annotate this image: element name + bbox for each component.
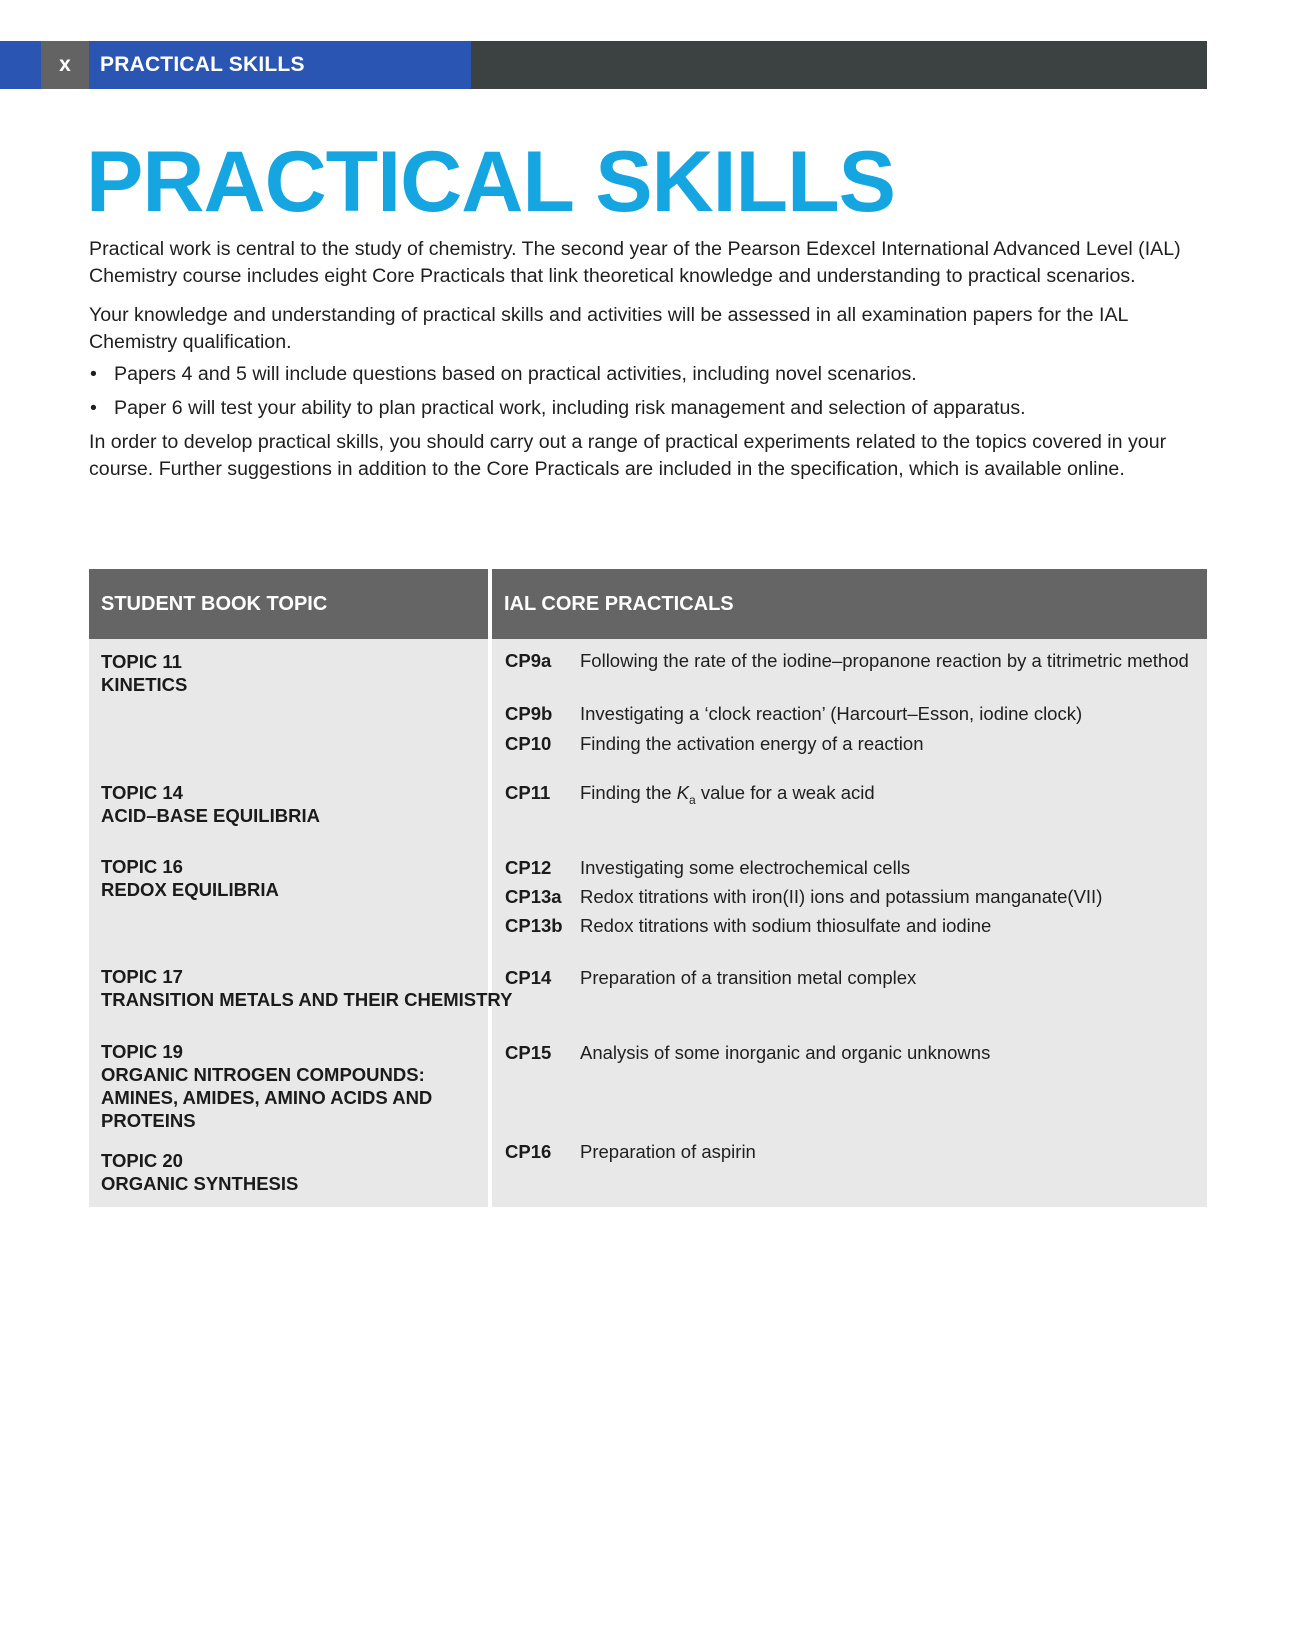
- practical-row: [505, 856, 1195, 879]
- practical-code: CP13b: [505, 915, 563, 936]
- topic-name: ORGANIC NITROGEN COMPOUNDS: AMINES, AMIDES, AMINO ACIDS AND PROTEINS: [101, 1064, 433, 1131]
- practical-code: CP16: [505, 1141, 552, 1162]
- practical-description: Following the rate of the iodine–propanone reaction by a titrimetric method: [580, 650, 1189, 671]
- running-header: [0, 41, 1207, 89]
- intro-paragraph-3: In order to develop practical skills, you should carry out a range of practical experiments related to the topics covered in your course. Further suggestions in addition to the Core Practicals are included in the specification, which is available online.: [89, 431, 1167, 480]
- practical-description: Finding the activation energy of a reaction: [580, 733, 924, 754]
- practical-description: Investigating some electrochemical cells: [580, 857, 911, 878]
- header-blue-tab: [0, 41, 41, 89]
- bullet-text: Papers 4 and 5 will include questions based on practical activities, including novel scenarios.: [114, 363, 917, 385]
- intro-paragraph-2: Your knowledge and understanding of practical skills and activities will be assessed in all examination papers for the IAL Chemistry qualification.: [89, 304, 1128, 353]
- ka-variable: K: [676, 782, 690, 803]
- bullet-item: [89, 361, 1215, 388]
- practical-description: Preparation of aspirin: [580, 1141, 756, 1162]
- bullet-dot-icon: •: [90, 397, 97, 419]
- paper-bullet-list: [89, 361, 1215, 422]
- practical-description: Redox titrations with iron(II) ions and potassium manganate(VII): [580, 886, 1103, 907]
- intro-paragraph-1: Practical work is central to the study of chemistry. The second year of the Pearson Edexcel International Advanced Level (IAL) Chemistry course includes eight Core Practicals that link theoretical knowledge and understanding to practical scenarios.: [89, 238, 1181, 287]
- ka-subscript: a: [689, 793, 696, 807]
- topic-number: TOPIC 17: [101, 966, 183, 987]
- topic-number: TOPIC 11: [101, 651, 182, 672]
- practical-code: CP11: [505, 782, 551, 803]
- topic-number: TOPIC 14: [101, 782, 183, 803]
- practical-row: [505, 781, 1195, 812]
- practical-description: Preparation of a transition metal complex: [580, 967, 917, 988]
- practical-row: [505, 885, 1195, 908]
- topic-cell: [101, 1040, 481, 1132]
- practical-code: CP14: [505, 967, 552, 988]
- practical-row: [505, 649, 1195, 672]
- bullet-item: [89, 395, 1215, 422]
- topic-number: TOPIC 19: [101, 1041, 183, 1062]
- bullet-dot-icon: •: [90, 363, 97, 385]
- topic-name: REDOX EQUILIBRIA: [101, 879, 279, 900]
- practical-row: [505, 702, 1195, 725]
- intro-text: [89, 236, 1215, 495]
- practical-description: Analysis of some inorganic and organic unknowns: [580, 1042, 991, 1063]
- topic-cell: [101, 855, 279, 901]
- topic-cell: [101, 781, 320, 827]
- practical-code: CP15: [505, 1042, 552, 1063]
- description-text: Finding the: [580, 782, 677, 803]
- topic-name: TRANSITION METALS AND THEIR CHEMISTRY: [101, 989, 513, 1010]
- practical-description: Investigating a ‘clock reaction’ (Harcourt–Esson, iodine clock): [580, 703, 1083, 724]
- practical-description: Redox titrations with sodium thiosulfate and iodine: [580, 915, 992, 936]
- page-number: x: [41, 41, 89, 89]
- topic-name: ORGANIC SYNTHESIS: [101, 1173, 299, 1194]
- practical-description: [580, 781, 1195, 812]
- practical-code: CP9b: [505, 703, 553, 724]
- topic-cell: [101, 650, 187, 696]
- practical-code: CP10: [505, 733, 552, 754]
- topic-cell: [101, 1149, 298, 1195]
- table-header-topic: STUDENT BOOK TOPIC: [89, 569, 488, 639]
- header-dark-bar: [471, 41, 1207, 89]
- practical-code: CP9a: [505, 650, 552, 671]
- practical-row: [505, 732, 1195, 755]
- practical-row: [505, 1140, 1195, 1163]
- header-section-title: PRACTICAL SKILLS: [89, 41, 471, 89]
- practical-row: [505, 914, 1195, 937]
- topic-number: TOPIC 16: [101, 856, 183, 877]
- practical-code: CP13a: [505, 886, 562, 907]
- topic-number: TOPIC 20: [101, 1150, 183, 1171]
- description-text: value for a weak acid: [695, 782, 875, 803]
- practical-row: [505, 966, 1195, 989]
- core-practicals-table: [89, 569, 1207, 1207]
- table-header-practicals: IAL CORE PRACTICALS: [492, 569, 1207, 639]
- page-title: PRACTICAL SKILLS: [86, 134, 895, 230]
- topic-name: ACID–BASE EQUILIBRIA: [101, 805, 320, 826]
- practical-code: CP12: [505, 857, 552, 878]
- topic-cell: [101, 965, 512, 1011]
- topic-name: KINETICS: [101, 674, 188, 695]
- bullet-text: Paper 6 will test your ability to plan practical work, including risk management and selection of apparatus.: [114, 397, 1026, 419]
- practical-row: [505, 1041, 1195, 1064]
